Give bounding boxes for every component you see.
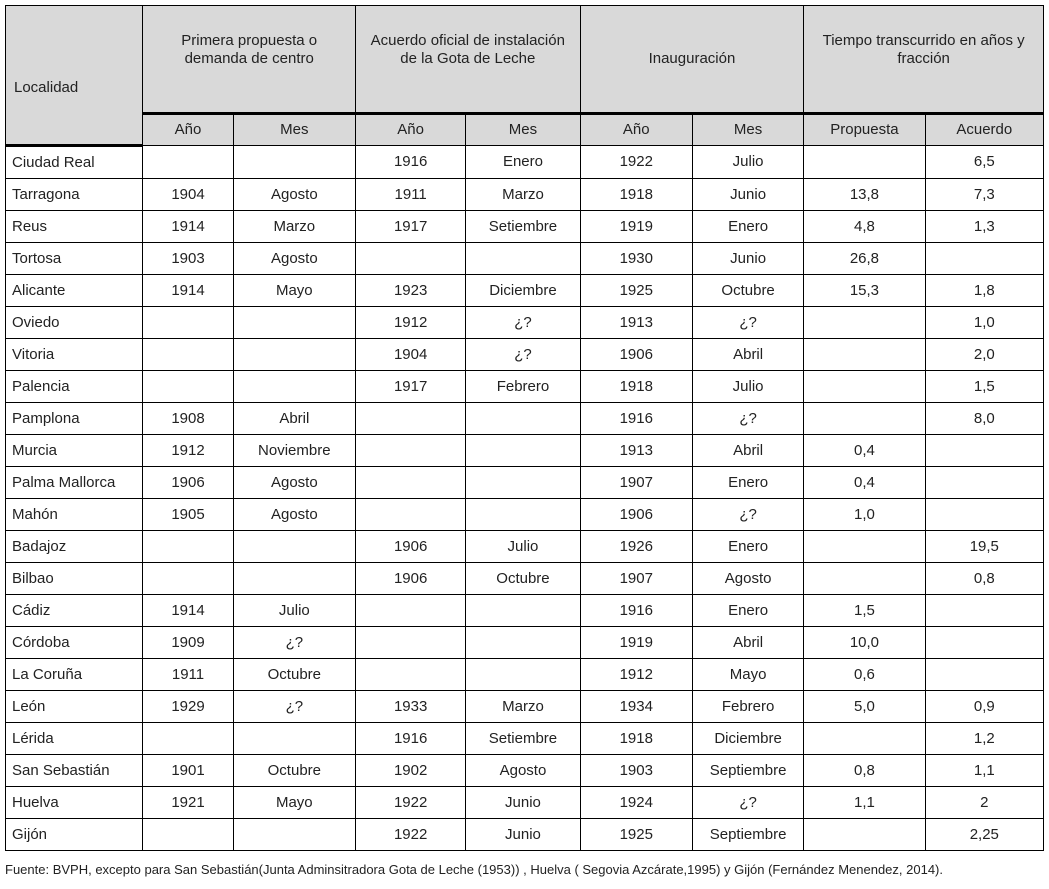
cell-localidad: Alicante xyxy=(6,275,143,307)
header-group-inauguracion: Inauguración xyxy=(580,6,804,114)
cell-localidad: Badajoz xyxy=(6,531,143,563)
table-row xyxy=(6,467,1044,499)
cell-inauguracion-mes: Julio xyxy=(692,371,803,403)
cell-propuesta-mes: ¿? xyxy=(233,691,355,723)
cell-propuesta-mes xyxy=(233,307,355,339)
cell-propuesta-ano: 1914 xyxy=(143,595,233,627)
cell-propuesta-mes: Abril xyxy=(233,403,355,435)
header-group-propuesta: Primera propuesta o demanda de centro xyxy=(143,6,356,114)
cell-tiempo-acuerdo: 0,8 xyxy=(925,563,1043,595)
cell-tiempo-propuesta: 5,0 xyxy=(804,691,925,723)
cell-tiempo-acuerdo xyxy=(925,659,1043,691)
cell-propuesta-ano xyxy=(143,307,233,339)
data-table-container xyxy=(5,5,1044,851)
table-row xyxy=(6,243,1044,275)
cell-inauguracion-mes: Septiembre xyxy=(692,819,803,851)
subheader-propuesta-mes: Mes xyxy=(233,114,355,146)
cell-tiempo-acuerdo: 7,3 xyxy=(925,179,1043,211)
cell-inauguracion-ano: 1907 xyxy=(580,563,692,595)
cell-inauguracion-mes: Junio xyxy=(692,179,803,211)
cell-propuesta-mes xyxy=(233,531,355,563)
cell-acuerdo-mes: Enero xyxy=(466,146,580,179)
cell-acuerdo-ano xyxy=(356,467,466,499)
subheader-inauguracion-ano: Año xyxy=(580,114,692,146)
table-row xyxy=(6,755,1044,787)
cell-inauguracion-mes: ¿? xyxy=(692,499,803,531)
cell-acuerdo-mes: Setiembre xyxy=(466,723,580,755)
cell-inauguracion-mes: Abril xyxy=(692,435,803,467)
table-row xyxy=(6,787,1044,819)
cell-inauguracion-ano: 1907 xyxy=(580,467,692,499)
cell-acuerdo-mes: ¿? xyxy=(466,339,580,371)
cell-tiempo-propuesta xyxy=(804,723,925,755)
cell-inauguracion-ano: 1906 xyxy=(580,339,692,371)
cell-inauguracion-mes: Mayo xyxy=(692,659,803,691)
table-row xyxy=(6,275,1044,307)
cell-tiempo-propuesta xyxy=(804,403,925,435)
cell-acuerdo-mes: Marzo xyxy=(466,179,580,211)
cell-acuerdo-ano: 1923 xyxy=(356,275,466,307)
subheader-tiempo-acuerdo: Acuerdo xyxy=(925,114,1043,146)
cell-tiempo-propuesta: 1,0 xyxy=(804,499,925,531)
cell-inauguracion-ano: 1934 xyxy=(580,691,692,723)
cell-acuerdo-ano: 1906 xyxy=(356,563,466,595)
table-row xyxy=(6,146,1044,179)
cell-acuerdo-ano: 1906 xyxy=(356,531,466,563)
cell-acuerdo-mes: Diciembre xyxy=(466,275,580,307)
cell-localidad: Palencia xyxy=(6,371,143,403)
cell-inauguracion-mes: Agosto xyxy=(692,563,803,595)
cell-acuerdo-mes xyxy=(466,467,580,499)
cell-acuerdo-mes: Setiembre xyxy=(466,211,580,243)
cell-tiempo-propuesta: 1,1 xyxy=(804,787,925,819)
cell-tiempo-acuerdo: 1,0 xyxy=(925,307,1043,339)
cell-inauguracion-ano: 1903 xyxy=(580,755,692,787)
cell-localidad: Ciudad Real xyxy=(6,146,143,179)
cell-tiempo-propuesta xyxy=(804,531,925,563)
cell-acuerdo-mes xyxy=(466,659,580,691)
cell-inauguracion-ano: 1918 xyxy=(580,371,692,403)
cell-acuerdo-ano xyxy=(356,499,466,531)
cell-propuesta-ano: 1906 xyxy=(143,467,233,499)
cell-tiempo-propuesta: 0,4 xyxy=(804,467,925,499)
cell-acuerdo-mes: Febrero xyxy=(466,371,580,403)
cell-propuesta-ano: 1905 xyxy=(143,499,233,531)
table-row xyxy=(6,627,1044,659)
cell-localidad: Bilbao xyxy=(6,563,143,595)
cell-propuesta-ano xyxy=(143,723,233,755)
cell-propuesta-ano: 1911 xyxy=(143,659,233,691)
cell-acuerdo-ano: 1902 xyxy=(356,755,466,787)
cell-localidad: Tarragona xyxy=(6,179,143,211)
cell-propuesta-ano xyxy=(143,531,233,563)
cell-inauguracion-ano: 1912 xyxy=(580,659,692,691)
cell-acuerdo-ano: 1911 xyxy=(356,179,466,211)
cell-inauguracion-mes: Abril xyxy=(692,339,803,371)
cell-inauguracion-ano: 1918 xyxy=(580,179,692,211)
cell-acuerdo-mes: Marzo xyxy=(466,691,580,723)
cell-propuesta-ano xyxy=(143,146,233,179)
cell-localidad: Reus xyxy=(6,211,143,243)
cell-acuerdo-mes: ¿? xyxy=(466,307,580,339)
cell-acuerdo-mes xyxy=(466,435,580,467)
cell-tiempo-acuerdo: 2 xyxy=(925,787,1043,819)
source-footnote: Fuente: BVPH, excepto para San Sebastián(Junta Adminsitradora Gota de Leche (1953)) , Huelva ( Segovia Azcárate,1995) y Gijón (Fernández Menendez, 2014). xyxy=(5,862,943,877)
cell-acuerdo-ano: 1912 xyxy=(356,307,466,339)
subheader-inauguracion-mes: Mes xyxy=(692,114,803,146)
cell-localidad: Lérida xyxy=(6,723,143,755)
cell-tiempo-acuerdo: 2,25 xyxy=(925,819,1043,851)
cell-inauguracion-ano: 1922 xyxy=(580,146,692,179)
cell-inauguracion-ano: 1913 xyxy=(580,307,692,339)
cell-tiempo-propuesta xyxy=(804,371,925,403)
table-row xyxy=(6,691,1044,723)
cell-acuerdo-ano: 1904 xyxy=(356,339,466,371)
cell-tiempo-acuerdo: 1,1 xyxy=(925,755,1043,787)
cell-inauguracion-ano: 1913 xyxy=(580,435,692,467)
cell-tiempo-propuesta xyxy=(804,819,925,851)
cell-acuerdo-mes: Julio xyxy=(466,531,580,563)
cell-tiempo-propuesta: 4,8 xyxy=(804,211,925,243)
cell-acuerdo-mes: Junio xyxy=(466,787,580,819)
cell-localidad: San Sebastián xyxy=(6,755,143,787)
subheader-acuerdo-ano: Año xyxy=(356,114,466,146)
cell-propuesta-mes xyxy=(233,563,355,595)
cell-tiempo-propuesta xyxy=(804,146,925,179)
cell-tiempo-acuerdo: 8,0 xyxy=(925,403,1043,435)
cell-propuesta-mes: ¿? xyxy=(233,627,355,659)
cell-acuerdo-mes: Junio xyxy=(466,819,580,851)
subheader-tiempo-propuesta: Propuesta xyxy=(804,114,925,146)
cell-localidad: Córdoba xyxy=(6,627,143,659)
cell-tiempo-propuesta: 15,3 xyxy=(804,275,925,307)
cell-propuesta-ano: 1909 xyxy=(143,627,233,659)
header-row-groups xyxy=(6,6,1044,114)
cell-propuesta-ano: 1904 xyxy=(143,179,233,211)
cell-tiempo-acuerdo: 1,5 xyxy=(925,371,1043,403)
cell-tiempo-acuerdo: 19,5 xyxy=(925,531,1043,563)
table-row xyxy=(6,499,1044,531)
cell-acuerdo-ano: 1917 xyxy=(356,371,466,403)
table-row xyxy=(6,531,1044,563)
cell-inauguracion-mes: Diciembre xyxy=(692,723,803,755)
cell-tiempo-acuerdo xyxy=(925,243,1043,275)
cell-propuesta-ano xyxy=(143,819,233,851)
cell-localidad: Huelva xyxy=(6,787,143,819)
cell-inauguracion-mes: Febrero xyxy=(692,691,803,723)
cell-localidad: Murcia xyxy=(6,435,143,467)
cell-localidad: Mahón xyxy=(6,499,143,531)
table-header xyxy=(6,6,1044,146)
cell-tiempo-propuesta xyxy=(804,563,925,595)
cell-propuesta-mes: Mayo xyxy=(233,787,355,819)
header-row-subheaders xyxy=(6,114,1044,146)
cell-propuesta-ano xyxy=(143,339,233,371)
table-row xyxy=(6,339,1044,371)
cell-acuerdo-ano: 1933 xyxy=(356,691,466,723)
cell-tiempo-acuerdo: 1,3 xyxy=(925,211,1043,243)
cell-tiempo-acuerdo xyxy=(925,595,1043,627)
table-row xyxy=(6,563,1044,595)
cell-propuesta-ano xyxy=(143,371,233,403)
cell-inauguracion-ano: 1930 xyxy=(580,243,692,275)
cell-inauguracion-ano: 1925 xyxy=(580,275,692,307)
cell-tiempo-propuesta: 13,8 xyxy=(804,179,925,211)
cell-localidad: Oviedo xyxy=(6,307,143,339)
cell-tiempo-propuesta: 0,4 xyxy=(804,435,925,467)
cell-propuesta-ano: 1912 xyxy=(143,435,233,467)
cell-acuerdo-mes xyxy=(466,499,580,531)
cell-acuerdo-mes xyxy=(466,243,580,275)
cell-propuesta-ano xyxy=(143,563,233,595)
cell-acuerdo-mes xyxy=(466,403,580,435)
cell-acuerdo-ano: 1917 xyxy=(356,211,466,243)
table-row xyxy=(6,211,1044,243)
cell-localidad: Gijón xyxy=(6,819,143,851)
cell-propuesta-mes: Agosto xyxy=(233,499,355,531)
cell-tiempo-propuesta: 0,8 xyxy=(804,755,925,787)
cell-acuerdo-ano: 1922 xyxy=(356,787,466,819)
cell-inauguracion-mes: Octubre xyxy=(692,275,803,307)
cell-propuesta-mes: Agosto xyxy=(233,179,355,211)
cell-inauguracion-mes: Enero xyxy=(692,467,803,499)
cell-tiempo-propuesta: 10,0 xyxy=(804,627,925,659)
cell-propuesta-mes: Octubre xyxy=(233,755,355,787)
cell-inauguracion-mes: Enero xyxy=(692,531,803,563)
cell-propuesta-ano: 1914 xyxy=(143,211,233,243)
cell-propuesta-mes: Julio xyxy=(233,595,355,627)
cell-propuesta-ano: 1908 xyxy=(143,403,233,435)
cell-localidad: Cádiz xyxy=(6,595,143,627)
cell-inauguracion-ano: 1916 xyxy=(580,595,692,627)
cell-inauguracion-ano: 1919 xyxy=(580,211,692,243)
cell-inauguracion-ano: 1925 xyxy=(580,819,692,851)
cell-localidad: Palma Mallorca xyxy=(6,467,143,499)
cell-tiempo-acuerdo: 0,9 xyxy=(925,691,1043,723)
table-row xyxy=(6,403,1044,435)
table-row xyxy=(6,371,1044,403)
cell-tiempo-propuesta: 26,8 xyxy=(804,243,925,275)
cell-acuerdo-ano: 1916 xyxy=(356,723,466,755)
cell-tiempo-acuerdo xyxy=(925,627,1043,659)
cell-propuesta-mes xyxy=(233,339,355,371)
table-row xyxy=(6,723,1044,755)
table-body xyxy=(6,146,1044,851)
cell-tiempo-propuesta: 1,5 xyxy=(804,595,925,627)
header-group-acuerdo: Acuerdo oficial de instalación de la Gota de Leche xyxy=(356,6,581,114)
cell-inauguracion-mes: Septiembre xyxy=(692,755,803,787)
cell-inauguracion-mes: Julio xyxy=(692,146,803,179)
table-row xyxy=(6,307,1044,339)
cell-propuesta-ano: 1914 xyxy=(143,275,233,307)
table-row xyxy=(6,819,1044,851)
cell-propuesta-ano: 1901 xyxy=(143,755,233,787)
cell-tiempo-propuesta xyxy=(804,339,925,371)
cell-inauguracion-mes: ¿? xyxy=(692,787,803,819)
cell-propuesta-mes: Agosto xyxy=(233,467,355,499)
cell-inauguracion-mes: Enero xyxy=(692,211,803,243)
cell-acuerdo-mes xyxy=(466,595,580,627)
cell-inauguracion-mes: ¿? xyxy=(692,403,803,435)
cell-localidad: León xyxy=(6,691,143,723)
cell-acuerdo-ano xyxy=(356,595,466,627)
cell-inauguracion-ano: 1916 xyxy=(580,403,692,435)
cell-propuesta-ano: 1929 xyxy=(143,691,233,723)
cell-propuesta-mes xyxy=(233,371,355,403)
cell-inauguracion-mes: Junio xyxy=(692,243,803,275)
cell-tiempo-acuerdo xyxy=(925,467,1043,499)
cell-tiempo-acuerdo: 1,8 xyxy=(925,275,1043,307)
cell-acuerdo-mes xyxy=(466,627,580,659)
cell-acuerdo-mes: Octubre xyxy=(466,563,580,595)
cell-inauguracion-ano: 1906 xyxy=(580,499,692,531)
cell-localidad: Pamplona xyxy=(6,403,143,435)
cell-tiempo-acuerdo xyxy=(925,499,1043,531)
cell-tiempo-acuerdo: 2,0 xyxy=(925,339,1043,371)
cell-propuesta-mes xyxy=(233,723,355,755)
cell-tiempo-acuerdo xyxy=(925,435,1043,467)
cell-inauguracion-ano: 1924 xyxy=(580,787,692,819)
table-row xyxy=(6,595,1044,627)
cell-tiempo-acuerdo: 1,2 xyxy=(925,723,1043,755)
subheader-propuesta-ano: Año xyxy=(143,114,233,146)
header-group-tiempo: Tiempo transcurrido en años y fracción xyxy=(804,6,1044,114)
cell-propuesta-mes: Agosto xyxy=(233,243,355,275)
cell-propuesta-mes: Octubre xyxy=(233,659,355,691)
cell-acuerdo-ano xyxy=(356,435,466,467)
cell-propuesta-mes: Marzo xyxy=(233,211,355,243)
cell-inauguracion-mes: Abril xyxy=(692,627,803,659)
cell-acuerdo-ano: 1916 xyxy=(356,146,466,179)
cell-inauguracion-ano: 1918 xyxy=(580,723,692,755)
cell-inauguracion-mes: Enero xyxy=(692,595,803,627)
cell-propuesta-ano: 1921 xyxy=(143,787,233,819)
cell-acuerdo-mes: Agosto xyxy=(466,755,580,787)
cell-acuerdo-ano xyxy=(356,627,466,659)
cell-inauguracion-ano: 1919 xyxy=(580,627,692,659)
cell-localidad: Tortosa xyxy=(6,243,143,275)
table-row xyxy=(6,179,1044,211)
cell-acuerdo-ano xyxy=(356,243,466,275)
header-localidad: Localidad xyxy=(6,6,143,146)
table-row xyxy=(6,659,1044,691)
cell-acuerdo-ano xyxy=(356,659,466,691)
cell-inauguracion-mes: ¿? xyxy=(692,307,803,339)
cell-tiempo-propuesta: 0,6 xyxy=(804,659,925,691)
cell-propuesta-ano: 1903 xyxy=(143,243,233,275)
cell-localidad: Vitoria xyxy=(6,339,143,371)
gota-de-leche-table xyxy=(5,5,1044,851)
cell-propuesta-mes xyxy=(233,146,355,179)
cell-inauguracion-ano: 1926 xyxy=(580,531,692,563)
cell-tiempo-acuerdo: 6,5 xyxy=(925,146,1043,179)
subheader-acuerdo-mes: Mes xyxy=(466,114,580,146)
cell-tiempo-propuesta xyxy=(804,307,925,339)
cell-acuerdo-ano xyxy=(356,403,466,435)
cell-localidad: La Coruña xyxy=(6,659,143,691)
cell-propuesta-mes: Mayo xyxy=(233,275,355,307)
cell-propuesta-mes xyxy=(233,819,355,851)
cell-acuerdo-ano: 1922 xyxy=(356,819,466,851)
table-row xyxy=(6,435,1044,467)
cell-propuesta-mes: Noviembre xyxy=(233,435,355,467)
